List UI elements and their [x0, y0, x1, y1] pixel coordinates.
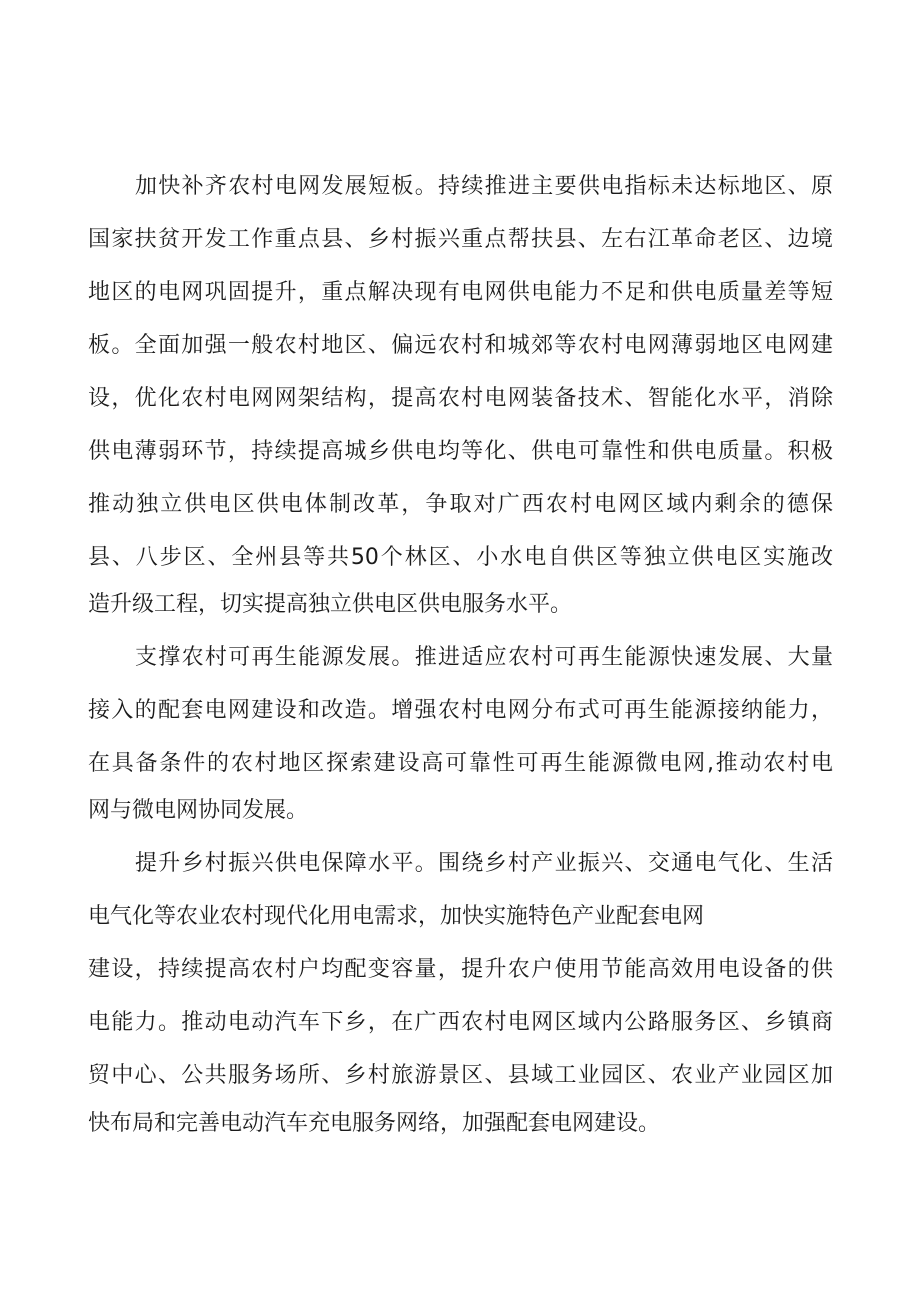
paragraph-line: 建设，持续提高农村户均配变容量，提升农户使用节能高效用电设备的供 — [88, 957, 833, 982]
paragraph-line: 推动独立供电区供电体制改革，争取对广西农村电网区域内剩余的德保 — [88, 492, 833, 517]
paragraph-line: 支撑农村可再生能源发展。推进适应农村可再生能源快速发展、大量 — [135, 645, 833, 670]
paragraph-line: 县、八步区、全州县等共50个林区、小水电自供区等独立供电区实施改 — [88, 545, 833, 570]
paragraph-line: 电能力。推动电动汽车下乡，在广西农村电网区域内公路服务区、乡镇商 — [88, 1010, 833, 1035]
paragraph-line: 接入的配套电网建设和改造。增强农村电网分布式可再生能源接纳能力， — [88, 698, 833, 723]
paragraph-line: 国家扶贫开发工作重点县、乡村振兴重点帮扶县、左右江革命老区、边境 — [88, 227, 833, 252]
paragraph-line: 快布局和完善电动汽车充电服务网络，加强配套电网建设。 — [88, 1111, 661, 1136]
paragraph-line: 在具备条件的农村地区探索建设高可靠性可再生能源微电网,推动农村电 — [88, 751, 833, 776]
paragraph-line: 网与微电网协同发展。 — [88, 798, 309, 823]
paragraph-line: 设，优化农村电网网架结构，提高农村电网装备技术、智能化水平，消除 — [88, 386, 833, 411]
paragraph-line: 电气化等农业农村现代化用电需求，加快实施特色产业配套电网 — [88, 904, 705, 929]
paragraph-line: 加快补齐农村电网发展短板。持续推进主要供电指标未达标地区、原 — [135, 174, 833, 199]
paragraph-line: 供电薄弱环节，持续提高城乡供电均等化、供电可靠性和供电质量。积极 — [88, 439, 833, 464]
paragraph-line: 提升乡村振兴供电保障水平。围绕乡村产业振兴、交通电气化、生活 — [135, 851, 833, 876]
paragraph-line: 贸中心、公共服务场所、乡村旅游景区、县域工业园区、农业产业园区加 — [88, 1063, 833, 1088]
paragraph-line: 造升级工程，切实提高独立供电区供电服务水平。 — [88, 592, 573, 617]
paragraph-line: 地区的电网巩固提升，重点解决现有电网供电能力不足和供电质量差等短 — [88, 280, 833, 305]
paragraph-line: 板。全面加强一般农村地区、偏远农村和城郊等农村电网薄弱地区电网建 — [88, 333, 833, 358]
